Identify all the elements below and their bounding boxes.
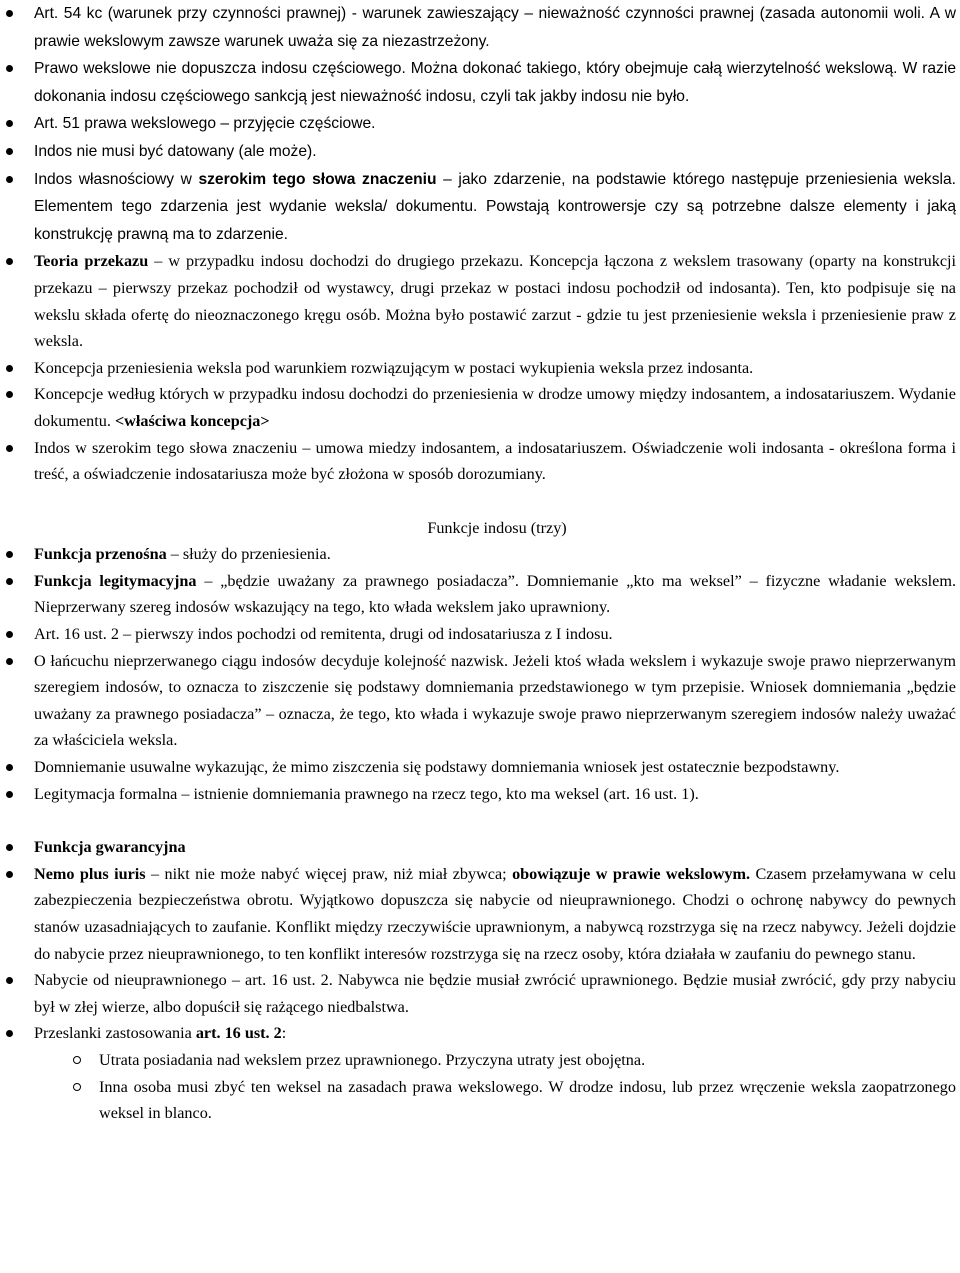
text-run: Prawo wekslowe nie dopuszcza indosu częściowego. Można dokonać takiego, który obejmuje całą wierzytelność wekslową. W razie dokonania indosu częściowego sankcją jest nieważność indosu, czyli tak jakby indosu nie było. (34, 60, 956, 105)
list-item (0, 568, 960, 621)
text-run: O łańcuchu nieprzerwanego ciągu indosów decyduje kolejność nazwisk. Jeżeli ktoś włada wekslem i wykazuje swoje prawo nieprzerwanym szeregiem indosów, to oznacza to ziszczenie się podstawy domniemania przedstawionego w tym przepisie. Wniosek domniemania „będzie uważany za prawnego posiadacza” – oznacza, że tego, kto włada i wykazuje swoje prawo nieprzerwanym szeregiem indosów należy uważać za właściciela weksla. (34, 651, 956, 750)
list-item (0, 834, 960, 861)
text-run: – służy do przeniesienia. (166, 545, 331, 564)
text-run: : (281, 1024, 287, 1043)
text-run: – jako zdarzenie, na podstawie którego następuje przeniesienia weksla. Elementem tego zdarzenia jest wydanie weksla/ dokumentu. Powstają kontrowersje czy są potrzebne dalsze elementy i jaką konstrukcję prawną ma to zdarzenie. (34, 170, 956, 243)
sub-list-przeslanki (0, 1047, 960, 1127)
list-item (0, 1020, 960, 1047)
bold-text: Nemo plus iuris (34, 864, 146, 883)
text-run: – nikt nie może nabyć więcej praw, niż miał zbywca; (145, 864, 513, 883)
text-run: Art. 16 ust. 2 – pierwszy indos pochodzi od remitenta, drugi od indosatariusza z I indosu. (34, 625, 613, 644)
bullet-list-gwarancyjna (0, 834, 960, 1127)
list-item (0, 621, 960, 648)
list-item (0, 55, 960, 110)
list-item (0, 138, 960, 166)
text-run: Czasem przełamywana w celu zabezpieczenia bezpieczeństwa obrotu. Wyjątkowo dopuszcza się nabycie od nieuprawnionego. Chodzi o ochronę nabywcy do pewnych stanów uzasadniających to zaufanie. Konflikt między rzeczywiście uprawnionym, a nabywcą rozstrzyga się na rzecz nabywcy. Jeżeli dojdzie do nabycie przez nieuprawnionego, to ten konflikt interesów rozstrzyga się na rzecz osoby, która działała w zaufaniu do pewnego stanu. (34, 864, 956, 963)
list-item (0, 781, 960, 808)
text-run: Nabycie od nieuprawnionego – art. 16 ust. 2. Nabywca nie będzie musiał zwrócić uprawnionego. Będzie musiał zwrócić, gdy przy nabyciu był w złej wierze, albo dopuścił się rażącego niedbalstwa. (34, 971, 956, 1016)
text-run: Inna osoba musi zbyć ten weksel na zasadach prawa wekslowego. W drodze indosu, lub przez wręczenie weksla zaopatrzonego weksel in blanco. (99, 1077, 956, 1123)
list-item (0, 355, 960, 382)
list-item (0, 541, 960, 568)
bullet-list-funkcje (0, 541, 960, 807)
list-item (0, 648, 960, 754)
text-run: Indos nie musi być datowany (ale może). (34, 142, 317, 160)
list-item (0, 381, 960, 434)
bold-text: Funkcja gwarancyjna (34, 838, 186, 857)
list-item (0, 861, 960, 967)
text-run: Domniemanie usuwalne wykazując, że mimo ziszczenia się podstawy domniemania wniosek jest ostatecznie bezpodstawny. (34, 758, 840, 777)
bold-text: Funkcja przenośna (34, 545, 167, 564)
list-item (0, 166, 960, 249)
list-item (0, 248, 960, 354)
sub-list-item (0, 1047, 960, 1074)
bullet-list-indos (0, 0, 960, 488)
text-run: Utrata posiadania nad wekslem przez uprawnionego. Przyczyna utraty jest obojętna. (99, 1050, 646, 1069)
list-item (0, 110, 960, 138)
text-run: Indos w szerokim tego słowa znaczeniu – umowa miedzy indosantem, a indosatariuszem. Oświadczenie woli indosanta - określona forma i treść, a oświadczenie indosatariusza może być złożona w sposób dorozumiany. (34, 438, 956, 484)
bold-text: szerokim tego słowa znaczeniu (198, 170, 437, 188)
spacer (0, 488, 960, 515)
bold-text: Funkcja legitymacyjna (34, 571, 197, 590)
text-run: Przeslanki zastosowania (34, 1024, 196, 1043)
text-run: Indos własnościowy w (34, 170, 199, 188)
text-run: Koncepcje według których w przypadku indosu dochodzi do przeniesienia w drodze umowy między indosantem, a indosatariuszem. Wydanie dokumentu. (34, 385, 956, 430)
list-item (0, 0, 960, 55)
bold-text: art. 16 ust. 2 (195, 1024, 282, 1043)
text-run: Legitymacja formalna – istnienie domniemania prawnego na rzecz tego, kto ma weksel (art. 16 ust. 1). (34, 784, 699, 803)
text-run: – „będzie uważany za prawnego posiadacza”. Domniemanie „kto ma weksel” – fizyczne władanie wekslem. Nieprzerwany szereg indosów wskazujący na tego, kto włada wekslem jako uprawniony. (34, 571, 956, 617)
text-run: Koncepcja przeniesienia weksla pod warunkiem rozwiązującym w postaci wykupienia weksla przez indosanta. (34, 358, 754, 377)
sub-list-item (0, 1074, 960, 1127)
list-item (0, 967, 960, 1020)
bold-text: obowiązuje w prawie wekslowym. (512, 864, 751, 883)
list-item (0, 754, 960, 781)
spacer (0, 807, 960, 834)
list-item (0, 435, 960, 488)
bold-text: Teoria przekazu (34, 252, 149, 271)
section-heading: Funkcje indosu (trzy) (427, 518, 567, 537)
text-run: Art. 51 prawa wekslowego – przyjęcie częściowe. (34, 115, 376, 133)
text-run: – w przypadku indosu dochodzi do drugiego przekazu. Koncepcja łączona z wekslem trasowany (oparty na konstrukcji przekazu – pierwszy przekaz pochodził od wystawcy, drugi przekaz w postaci indosu pochodził od indosanta). Ten, kto podpisuje się na wekslu składa ofertę do nieoznaczonego kręgu osób. Można było postawić zarzut - gdzie tu jest przeniesienie weksla i przeniesienie praw z weksla. (34, 252, 957, 351)
text-run: Art. 54 kc (warunek przy czynności prawnej) - warunek zawieszający – nieważność czynności prawnej (zasada autonomii woli. A w prawie wekslowym zawsze warunek uważa się za niezastrzeżony. (34, 5, 956, 50)
bold-text: <właściwa koncepcja> (114, 411, 270, 430)
